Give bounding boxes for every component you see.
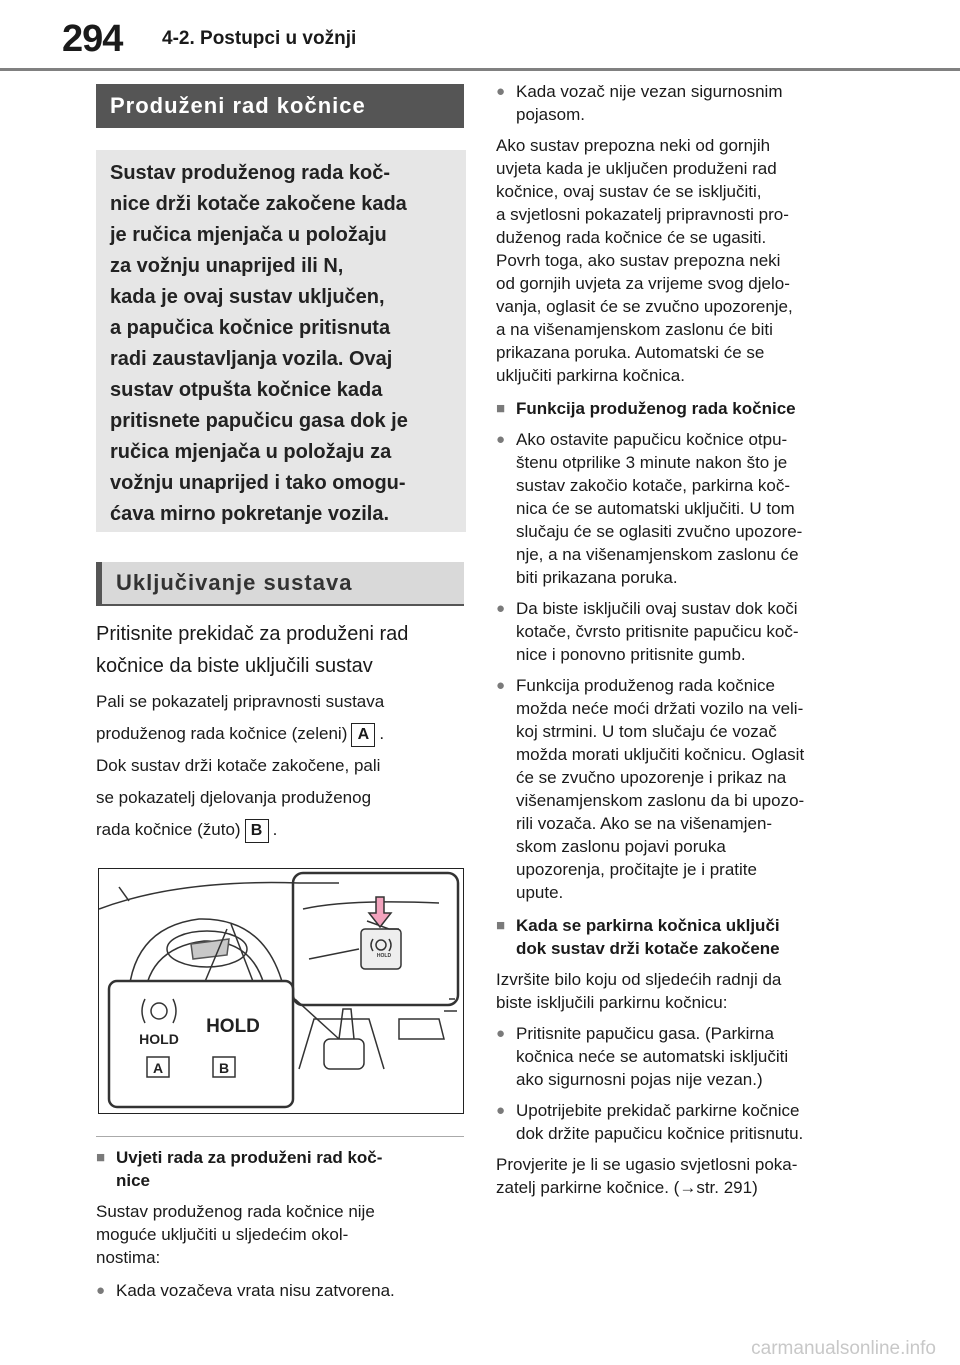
bullet-item <box>496 428 858 589</box>
text-line: vanja, oglasit će se zvučno upozorenje, <box>496 297 793 316</box>
heading-enable-system-text: Uključivanje sustava <box>116 570 353 595</box>
text-line: prikazana poruka. Automatski će se <box>496 343 765 362</box>
subheading <box>496 914 858 960</box>
text-line <box>496 1176 858 1199</box>
text-line: biti prikazana poruka. <box>516 568 678 587</box>
indicator-b-text: HOLD <box>206 1016 260 1037</box>
text-line: ● Ako ostavite papučicu kočnice otpu- <box>516 430 788 449</box>
text-line: slučaju će se oglasiti zvučno upozore- <box>516 522 803 541</box>
text-line: Izvršite bilo koju od sljedećih radnji da <box>496 970 782 989</box>
paragraph <box>496 968 858 1014</box>
section-title: 4-2. Postupci u vožnji <box>162 28 357 49</box>
text-line: štenu otprilike 3 minute nakon što je <box>516 453 788 472</box>
paragraph <box>496 134 858 387</box>
conditions-intro <box>96 1200 466 1269</box>
lead-line: Sustav produženog rada koč- <box>110 162 391 184</box>
text-line: od gornjih uvjeta za vrijeme svog djelo- <box>496 274 790 293</box>
instruction-line: Pritisnite prekidač za produženi rad <box>96 623 409 645</box>
text-line: koj strmini. U tom slučaju će vozač <box>516 722 777 741</box>
text-line: će se zvučno upozorenje i prikaz na <box>516 768 787 787</box>
text-line: biste isključili parkirnu kočnicu: <box>496 993 728 1012</box>
tag-b: B <box>245 819 269 843</box>
text-line: ● Da biste isključili ovaj sustav dok koči <box>516 599 798 618</box>
lead-line: ćava mirno pokretanje vozila. <box>110 503 389 525</box>
text-line: rili vozača. Ako se na višenamjen- <box>516 814 773 833</box>
text-line: dok držite papučicu kočnice pritisnutu. <box>516 1124 804 1143</box>
lead-line: vožnju unaprijed i tako omogu- <box>110 472 406 494</box>
separator <box>96 1136 464 1137</box>
lead-line: radi zaustavljanja vozila. Ovaj <box>110 348 393 370</box>
text-line: ● Kada vozačeva vrata nisu zatvorena. <box>116 1281 395 1300</box>
figure-label-a: A <box>152 1060 164 1076</box>
header-rule <box>0 68 960 71</box>
text-line: Sustav produženog rada kočnice nije <box>96 1202 375 1221</box>
heading-line: ■ Kada se parkirna kočnica uključi <box>516 916 780 935</box>
text-line: Povrh toga, ako sustav prepozna neki <box>496 251 781 270</box>
text-line: Provjerite je li se ugasio svjetlosni poka- <box>496 1155 798 1174</box>
text-line: ● Pritisnite papučicu gasa. (Parkirna <box>516 1024 774 1043</box>
desc-text: produženog rada kočnice (zeleni) <box>96 724 348 743</box>
dashboard-drawing <box>99 869 462 1112</box>
heading-line: nice <box>116 1171 151 1190</box>
text-line: ● Upotrijebite prekidač parkirne kočnice <box>516 1101 800 1120</box>
text-line: kočnice, ovaj sustav će se isključiti, <box>496 182 762 201</box>
lead-line: kada je ovaj sustav uključen, <box>110 286 385 308</box>
text-line: ● Funkcija produženog rada kočnice <box>516 676 775 695</box>
bullet-item <box>496 674 858 904</box>
text-span: zatelj parkirne kočnice. ( <box>496 1178 680 1197</box>
heading-extended-brake-text: Produženi rad kočnice <box>110 93 366 118</box>
button-hold-text: HOLD <box>376 953 392 959</box>
right-column <box>496 80 858 1199</box>
text-line: ● Kada vozač nije vezan sigurnosnim <box>516 82 783 101</box>
text-line: duženog rada kočnice će se ugasiti. <box>496 228 767 247</box>
subheading <box>496 397 858 420</box>
tag-a: A <box>351 723 375 747</box>
bullet-item <box>496 80 858 126</box>
lead-line: a papučica kočnice pritisnuta <box>110 317 391 339</box>
text-line: uključiti parkirna kočnica. <box>496 366 685 385</box>
text-line: možda morati uključiti kočnicu. Oglasit <box>516 745 805 764</box>
bullet-item <box>96 1279 466 1302</box>
text-line: Ako sustav prepozna neki od gornjih <box>496 136 771 155</box>
text-line: skom zaslonu pojavi poruka <box>516 837 726 856</box>
lead-line: ručica mjenjača u položaju za <box>110 441 392 463</box>
text-line: moguće uključiti u sljedećim okol- <box>96 1225 349 1244</box>
bullet-item <box>496 1099 858 1145</box>
dashboard-illustration <box>98 868 464 1114</box>
text-line: uvjeta kada je uključen produženi rad <box>496 159 777 178</box>
heading-line: ■ Funkcija produženog rada kočnice <box>516 399 796 418</box>
lead-box <box>96 150 466 532</box>
text-line: nica će se automatski uključiti. U tom <box>516 499 795 518</box>
desc-line: se pokazatelj djelovanja produženog <box>96 788 372 807</box>
text-line: kotače, čvrsto pritisnite papučicu koč- <box>516 622 799 641</box>
lead-line: sustav otpušta kočnice kada <box>110 379 383 401</box>
arrow-icon: → <box>679 1178 697 1197</box>
desc-line <box>96 814 466 846</box>
text-line: upozorenja, pročitajte je i pratite <box>516 860 757 879</box>
heading-enable-system <box>96 562 464 606</box>
text-line: možda neće moći držati vozilo na veli- <box>516 699 804 718</box>
text-line: a na višenamjenskom zaslonu će biti <box>496 320 773 339</box>
text-line: pojasom. <box>516 105 585 124</box>
heading-line: ■ Uvjeti rada za produženi rad koč- <box>116 1148 383 1167</box>
page-number: 294 <box>62 18 123 60</box>
desc-text: rada kočnice (žuto) <box>96 820 241 839</box>
period: . <box>272 820 278 839</box>
text-line: nostima: <box>96 1248 161 1267</box>
text-line: upute. <box>516 883 564 902</box>
text-line: nje, a na višenamjenskom zaslonu će <box>516 545 799 564</box>
text-line: višenamjenskom zaslonu da bi upozo- <box>516 791 805 810</box>
desc-line: Pali se pokazatelj pripravnosti sustava <box>96 692 385 711</box>
text-line: kočnica neće se automatski isključiti <box>516 1047 789 1066</box>
text-line: ako sigurnosni pojas nije vezan.) <box>516 1070 763 1089</box>
text-line: nice i ponovno pritisnite gumb. <box>516 645 746 664</box>
figure-label-b: B <box>218 1060 230 1076</box>
desc-line: Dok sustav drži kotače zakočene, pali <box>96 756 381 775</box>
instruction-line: kočnice da biste uključili sustav <box>96 655 373 677</box>
text-line: sustav zakočio kotače, parkirna koč- <box>516 476 791 495</box>
conditions-block <box>96 1146 466 1302</box>
lead-line: nice drži kotače zakočene kada <box>110 193 407 215</box>
indicator-description <box>96 686 466 846</box>
heading-extended-brake <box>96 84 464 128</box>
bullet-item <box>496 1022 858 1091</box>
lead-line: za vožnju unaprijed ili N, <box>110 255 344 277</box>
lead-line: pritisnete papučicu gasa dok je <box>110 410 408 432</box>
bullet-item <box>496 597 858 666</box>
desc-line <box>96 718 466 750</box>
page-reference-link[interactable]: str. 291) <box>696 1178 758 1197</box>
lead-line: je ručica mjenjača u položaju <box>110 224 387 246</box>
indicator-a-text: HOLD <box>139 1031 179 1047</box>
conditions-heading <box>96 1146 466 1192</box>
instruction <box>96 618 466 682</box>
watermark: carmanualsonline.info <box>751 1338 936 1359</box>
heading-line: dok sustav drži kotače zakočene <box>516 939 780 958</box>
paragraph <box>496 1153 858 1199</box>
period: . <box>379 724 385 743</box>
text-line: a svjetlosni pokazatelj pripravnosti pro- <box>496 205 789 224</box>
